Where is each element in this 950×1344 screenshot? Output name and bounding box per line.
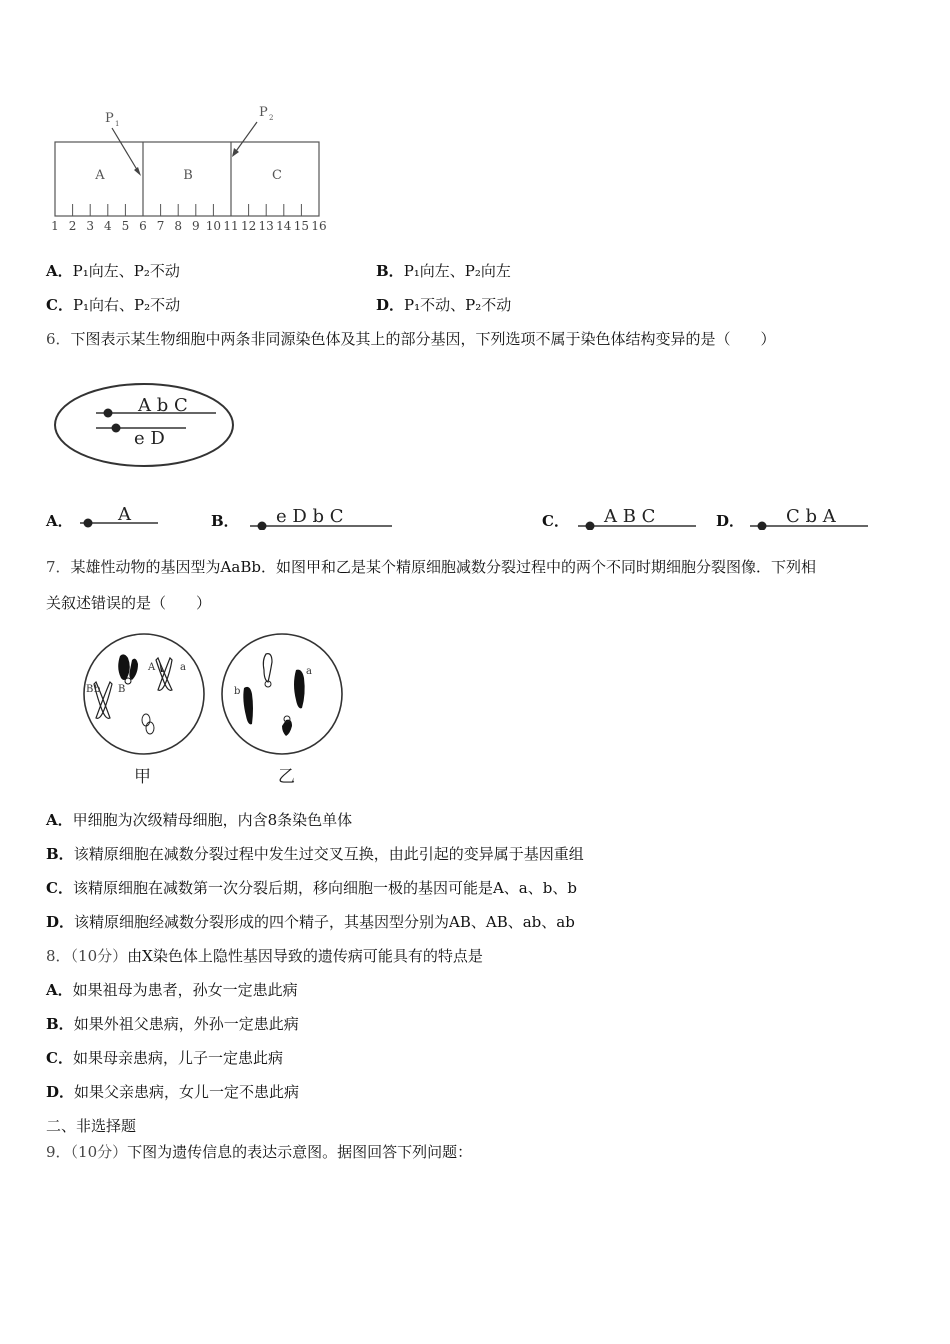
option-a-genes: A (118, 504, 131, 525)
q8-option-c: C．如果母亲患病，儿子一定患此病 (46, 1049, 283, 1067)
q5-option-d: D．P₁不动、P₂不动 (376, 296, 512, 314)
ruler-tick-labels (51, 219, 326, 233)
q5-option-c: C．P₁向右、P₂不动 (46, 296, 181, 314)
tick-label: 11 (223, 219, 239, 233)
cell2-label-b: b (234, 686, 241, 697)
cell1-label-A: A (148, 662, 156, 673)
cell1-label-b: b (94, 684, 101, 695)
bottom-chromosome-genes: e D (134, 428, 165, 449)
q6-option-b-letter: B． (211, 512, 239, 530)
tick-label: 10 (205, 219, 222, 233)
q6-option-d-letter: D． (716, 512, 745, 530)
cell2-caption: 乙 (278, 767, 295, 787)
q8-stem: 8．（10分）由X染色体上隐性基因导致的遗传病可能具有的特点是 (46, 947, 483, 965)
q7-stem-line2: 关叙述错误的是（ ） (46, 594, 212, 612)
p1-subscript: 1 (115, 120, 120, 128)
tick-label: 7 (156, 219, 165, 233)
option-c-genes: A B C (604, 506, 656, 527)
q5-ruler-figure (45, 100, 345, 240)
p2-subscript: 2 (269, 114, 274, 122)
tick-label: 2 (68, 219, 77, 233)
tick-label: 12 (240, 219, 257, 233)
tick-label: 15 (293, 219, 310, 233)
q6-option-d-figure (746, 502, 872, 530)
q7-option-a: A．甲细胞为次级精母细胞，内含8条染色单体 (46, 811, 353, 829)
box-label-b: B (183, 168, 193, 183)
tick-label: 6 (139, 219, 147, 233)
tick-label: 5 (121, 219, 130, 233)
q8-option-a: A．如果祖母为患者，孙女一定患此病 (46, 981, 298, 999)
q7-option-c: C．该精原细胞在减数第一次分裂后期，移向细胞一极的基因可能是A、a、b、b (46, 879, 577, 897)
p2-arrow (234, 122, 257, 154)
q6-chromosome-figure (50, 380, 240, 472)
cell1-label-B-left: B (86, 684, 94, 695)
q9-stem: 9．（10分）下图为遗传信息的表达示意图。据图回答下列问题： (46, 1143, 473, 1161)
q7-option-b: B．该精原细胞在减数分裂过程中发生过交叉互换，由此引起的变异属于基因重组 (46, 845, 584, 863)
q6-option-c-figure (574, 502, 700, 530)
p1-arrow (112, 128, 139, 173)
q8-option-d: D．如果父亲患病，女儿一定不患此病 (46, 1083, 300, 1101)
q6-option-b-figure (246, 502, 396, 530)
tick-label: 14 (276, 219, 292, 233)
tick-label: 13 (258, 219, 274, 233)
option-d-genes: C b A (786, 506, 836, 527)
tick-label: 1 (51, 219, 59, 233)
cell1-label-a: a (180, 662, 186, 673)
tick-label: 8 (174, 219, 183, 233)
q5-option-a: A．P₁向左、P₂不动 (46, 262, 180, 280)
q6-option-a-figure (76, 502, 160, 530)
q8-option-b: B．如果外祖父患病，外孙一定患此病 (46, 1015, 299, 1033)
option-b-genes: e D b C (276, 506, 344, 527)
q6-stem: 6．下图表示某生物细胞中两条非同源染色体及其上的部分基因，下列选项不属于染色体结构变异的是（ ） (46, 330, 776, 348)
cell1-caption: 甲 (134, 767, 151, 787)
q6-option-a-letter: A． (46, 512, 73, 530)
cell-jia (84, 634, 204, 754)
tick-label: 9 (191, 219, 200, 233)
q7-stem-line1: 7．某雄性动物的基因型为AaBb．如图甲和乙是某个精原细胞减数分裂过程中的两个不同时期细胞分裂图像．下列相 (46, 558, 816, 576)
top-chromosome-genes: A b C (138, 395, 188, 416)
cell2-label-a: a (306, 666, 312, 677)
q5-option-b: B．P₁向左、P₂向左 (376, 262, 511, 280)
tick-label: 3 (86, 219, 95, 233)
tick-label: 16 (311, 219, 327, 233)
p1-label: P (105, 111, 114, 126)
section-title: 二、非选择题 (46, 1117, 137, 1135)
cell1-label-B-right: B (118, 684, 126, 695)
box-label-a: A (95, 168, 105, 183)
q6-option-c-letter: C． (542, 512, 569, 530)
q7-option-d: D．该精原细胞经减数分裂形成的四个精子，其基因型分别为AB、AB、ab、ab (46, 913, 575, 931)
tick-label: 4 (103, 219, 112, 233)
p2-label: P (259, 105, 268, 120)
box-label-c: C (272, 168, 282, 183)
q7-cell-figure (80, 628, 350, 790)
